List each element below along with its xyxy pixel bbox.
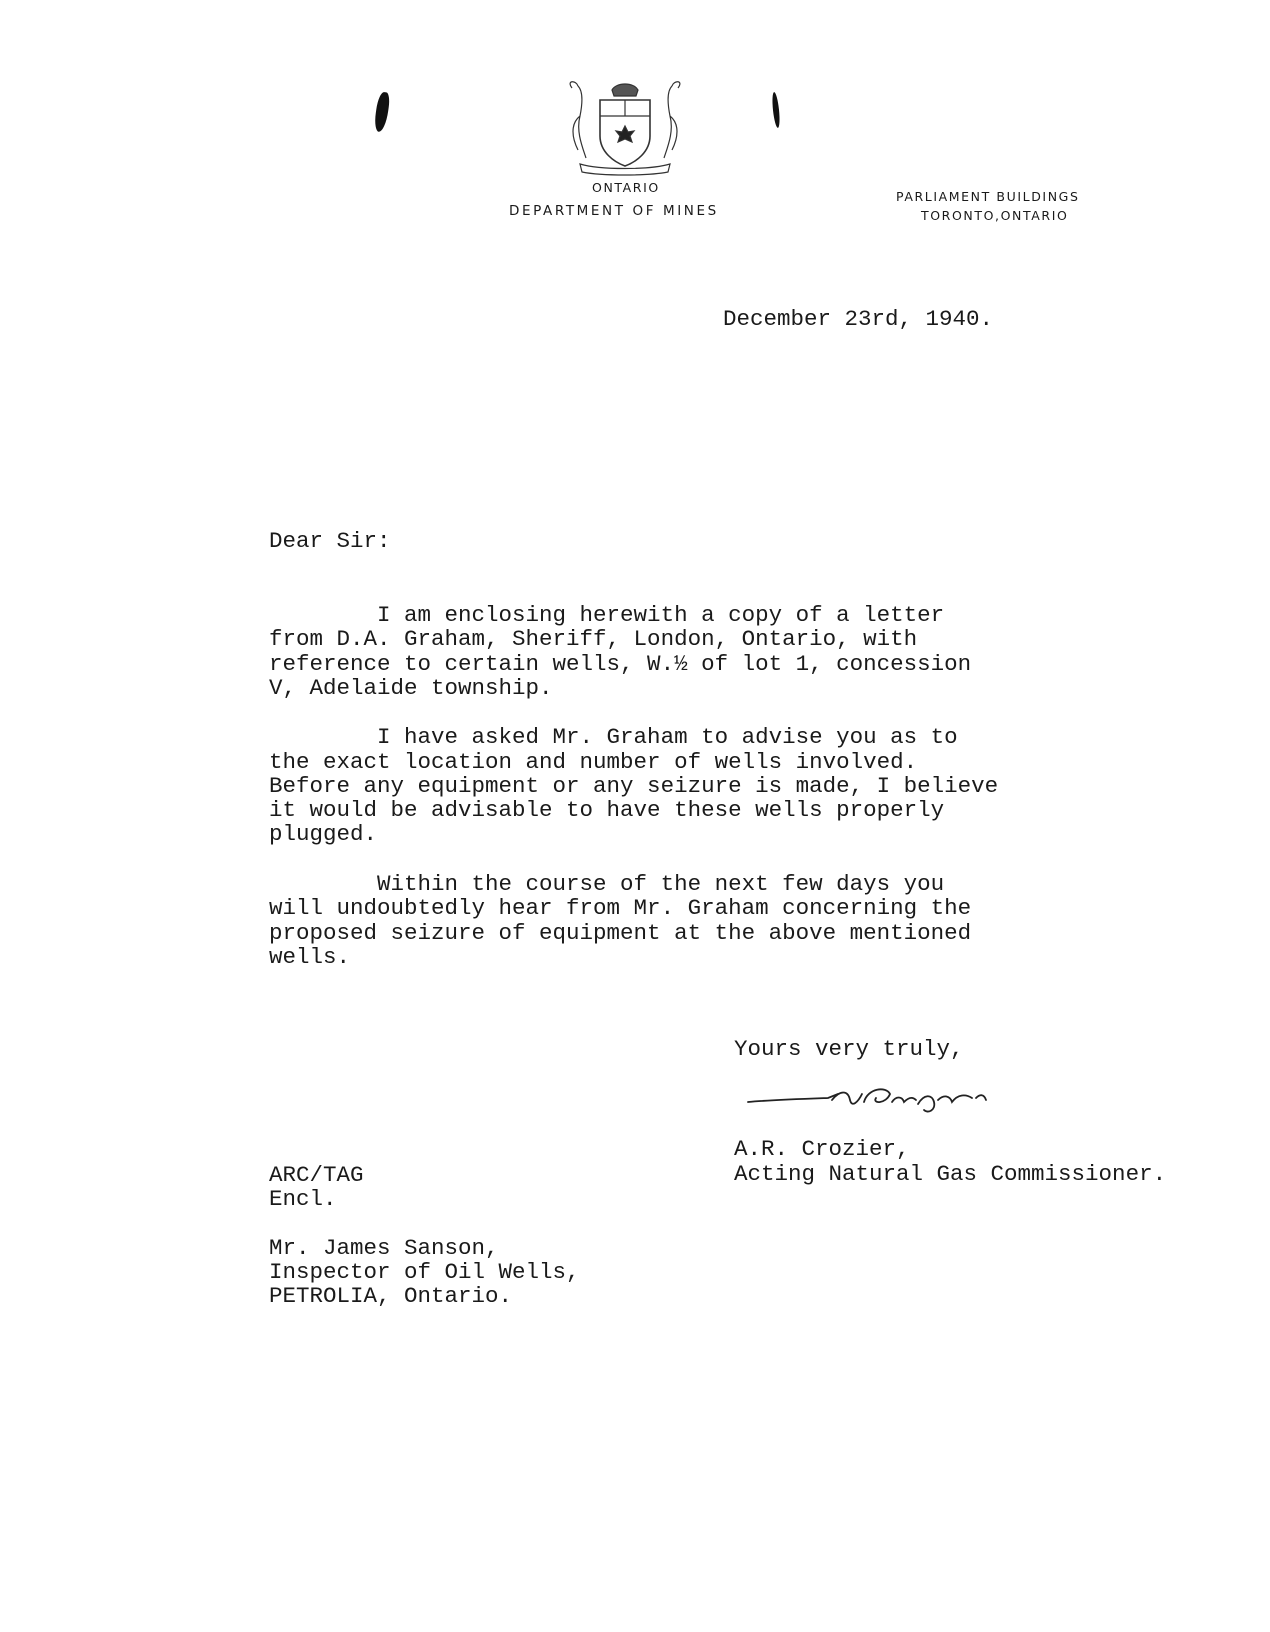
recipient-line-1: Mr. James Sanson,: [269, 1235, 499, 1261]
closing: Yours very truly,: [734, 1036, 964, 1062]
paragraph-2-line-1: I have asked Mr. Graham to advise you as to: [269, 724, 958, 750]
paragraph-2-line-4: it would be advisable to have these wells properly: [269, 797, 945, 823]
reference-initials: ARC/TAG: [269, 1162, 364, 1188]
letterhead-address-line2: TORONTO,ONTARIO: [921, 208, 1069, 223]
paragraph-3-line-2: will undoubtedly hear from Mr. Graham concerning the: [269, 895, 972, 921]
handwritten-signature: [740, 1080, 1020, 1120]
letterhead-address-line1: PARLIAMENT BUILDINGS: [896, 189, 1080, 204]
paragraph-2-line-2: the exact location and number of wells involved.: [269, 749, 918, 775]
paragraph-2-line-3: Before any equipment or any seizure is made, I believe: [269, 773, 999, 799]
paragraph-1-line-4: V, Adelaide township.: [269, 675, 553, 701]
salutation: Dear Sir:: [269, 528, 391, 554]
paragraph-1-line-2: from D.A. Graham, Sheriff, London, Ontario, with: [269, 626, 918, 652]
letterhead-province: ONTARIO: [592, 180, 660, 195]
paragraph-1-line-3: reference to certain wells, W.½ of lot 1, concession: [269, 651, 972, 677]
ink-blot-right: [771, 92, 781, 128]
ink-blot-left: [373, 91, 390, 132]
enclosure-note: Encl.: [269, 1186, 337, 1212]
paragraph-1-line-1: I am enclosing herewith a copy of a letter: [269, 602, 945, 628]
signatory-name: A.R. Crozier,: [734, 1136, 910, 1162]
paragraph-3-line-4: wells.: [269, 944, 351, 970]
signatory-title: Acting Natural Gas Commissioner.: [734, 1161, 1167, 1187]
paragraph-2-line-5: plugged.: [269, 821, 378, 847]
ontario-coat-of-arms-icon: [560, 76, 690, 176]
recipient-line-2: Inspector of Oil Wells,: [269, 1259, 580, 1285]
recipient-line-3: PETROLIA, Ontario.: [269, 1283, 513, 1309]
paragraph-3-line-1: Within the course of the next few days you: [269, 871, 945, 897]
letterhead-department: DEPARTMENT OF MINES: [509, 203, 719, 219]
letter-date: December 23rd, 1940.: [723, 306, 994, 332]
paragraph-3-line-3: proposed seizure of equipment at the above mentioned: [269, 920, 972, 946]
